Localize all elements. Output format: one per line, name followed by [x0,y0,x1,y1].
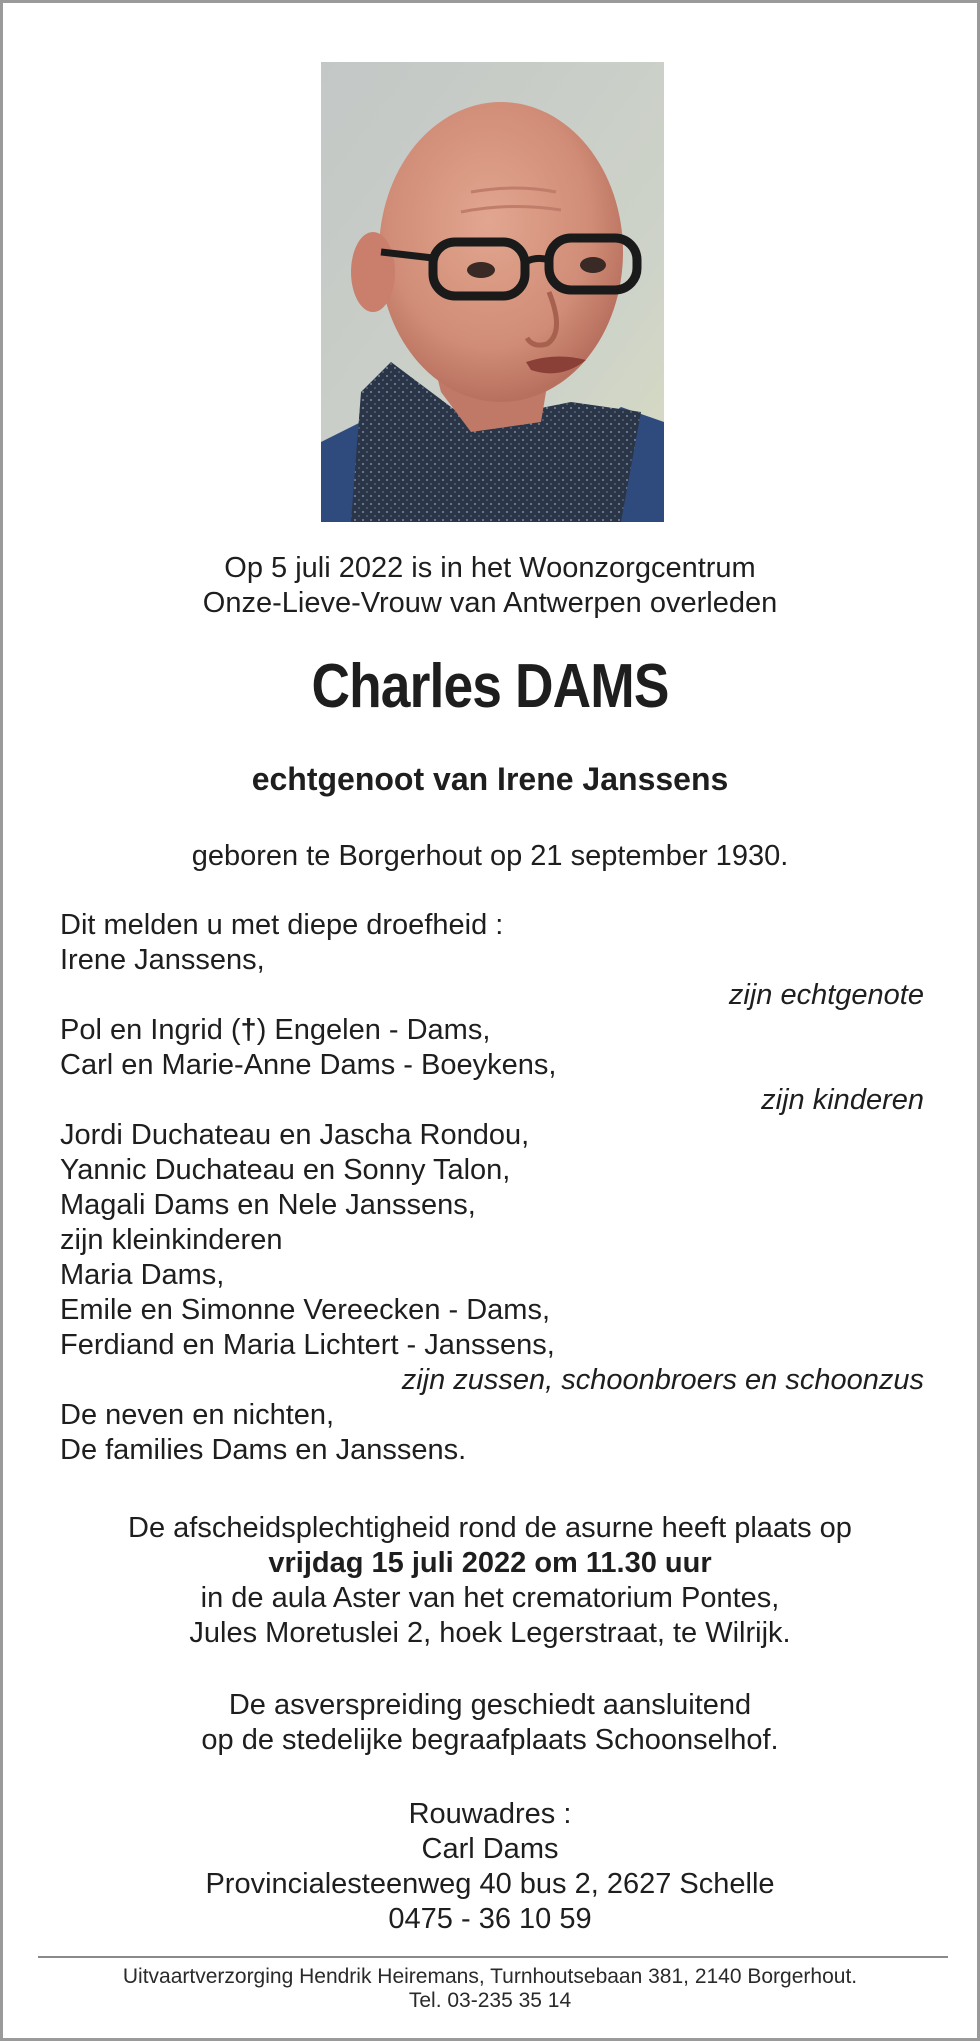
scattering-line: op de stedelijke begraafplaats Schoonselhof. [201,1724,779,1756]
family-member-text: ) Engelen - Dams, [256,1014,491,1046]
relation-label: zijn echtgenote [728,979,924,1011]
family-member: De families Dams en Janssens. [60,1434,467,1466]
portrait-photo [321,62,664,522]
family-member: De neven en nichten, [60,1399,335,1431]
ceremony-datetime: vrijdag 15 juli 2022 om 11.30 uur [268,1547,712,1579]
cross-icon: † [240,1014,257,1046]
address-phone: 0475 - 36 10 59 [388,1903,592,1935]
intro-line: Onze-Lieve-Vrouw van Antwerpen overleden [202,587,778,619]
opening-line: Dit melden u met diepe droefheid : [60,909,504,941]
intro-line: Op 5 juli 2022 is in het Woonzorgcentrum [224,552,756,584]
family-member: Ferdiand en Maria Lichtert - Janssens, [60,1329,555,1361]
family-member-text: Pol en Ingrid ( [60,1014,241,1046]
family-member: Emile en Simonne Vereecken - Dams, [60,1294,550,1326]
family-member: Maria Dams, [60,1259,225,1291]
family-member [60,1013,924,1048]
family-member: Yannic Duchateau en Sonny Talon, [60,1154,511,1186]
mourning-address [3,1797,977,1937]
scattering-line: De asverspreiding geschiedt aansluitend [228,1689,752,1721]
birth-line: geboren te Borgerhout op 21 september 1930. [191,840,789,872]
deceased-name: Charles DAMS [311,652,669,721]
relation-label: zijn kinderen [761,1084,924,1116]
ceremony-line: De afscheidsplechtigheid rond de asurne heeft plaats op [128,1512,852,1544]
undertaker-phone: Tel. 03-235 35 14 [408,1989,572,2012]
portrait-illustration [321,62,664,522]
spouse-line: echtgenoot van Irene Janssens [251,761,729,797]
address-name: Carl Dams [421,1833,559,1865]
family-member: Magali Dams en Nele Janssens, [60,1189,476,1221]
scattering-info [3,1688,977,1758]
ceremony-line: in de aula Aster van het crematorium Pontes, [200,1582,780,1614]
ceremony-line: Jules Moretuslei 2, hoek Legerstraat, te Wilrijk. [189,1617,791,1649]
relation-label: zijn kleinkinderen [60,1224,283,1256]
family-member: Irene Janssens, [60,944,265,976]
family-list [60,908,924,1468]
relation-label: zijn zussen, schoonbroers en schoonzus [401,1364,924,1396]
intro-text [3,551,977,621]
family-member: Carl en Marie-Anne Dams - Boeykens, [60,1049,557,1081]
family-member: Jordi Duchateau en Jascha Rondou, [60,1119,530,1151]
footer-divider [38,1956,948,1958]
footer [3,1965,977,2013]
address-label: Rouwadres : [408,1798,572,1830]
ceremony-info [3,1511,977,1651]
address-street: Provincialesteenweg 40 bus 2, 2627 Schelle [205,1868,775,1900]
undertaker-line: Uitvaartverzorging Hendrik Heiremans, Turnhoutsebaan 381, 2140 Borgerhout. [122,1965,858,1988]
